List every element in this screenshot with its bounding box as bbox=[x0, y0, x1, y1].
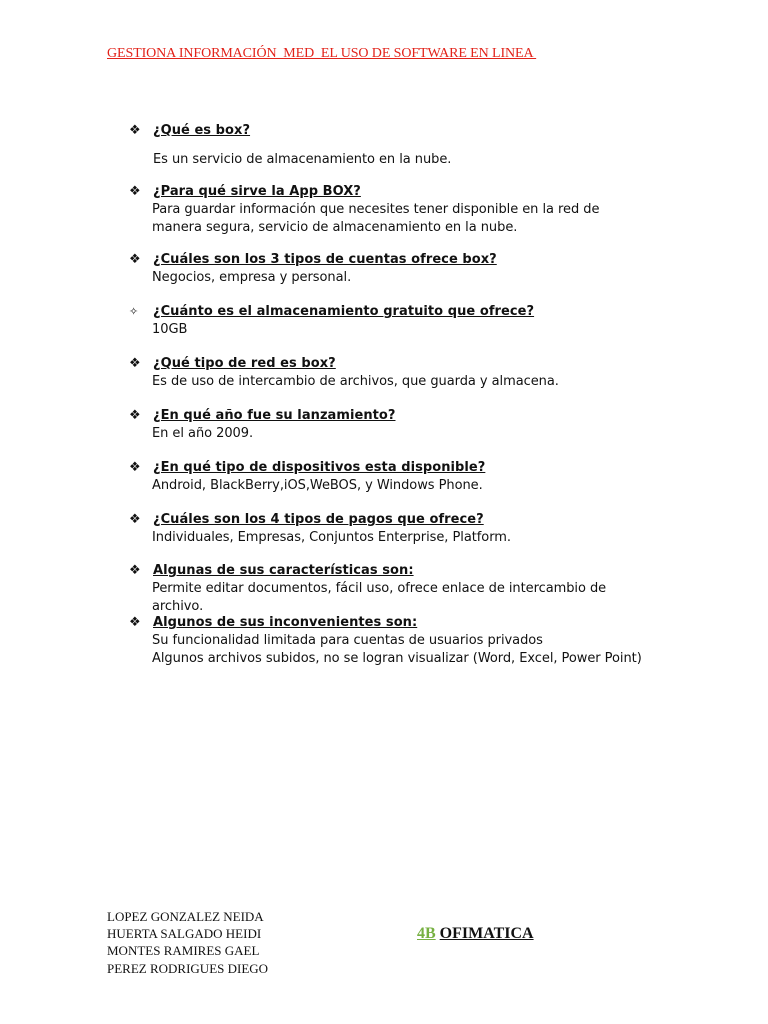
diamond-bullet-icon: ❖ bbox=[129, 408, 141, 423]
answer-4: 10GB bbox=[152, 322, 188, 337]
qa-item-8 bbox=[129, 510, 649, 547]
answer-5: Es de uso de intercambio de archivos, que guarda y almacena. bbox=[152, 374, 559, 389]
author-name: LOPEZ GONZALEZ NEIDA bbox=[107, 909, 264, 924]
diamond-bullet-icon: ❖ bbox=[129, 356, 141, 371]
diamond-bullet-icon: ❖ bbox=[129, 460, 141, 475]
hollow-diamond-bullet-icon: ✧ bbox=[129, 305, 139, 318]
qa-item-3 bbox=[129, 250, 649, 287]
diamond-bullet-icon: ❖ bbox=[129, 184, 141, 199]
group-subject: OFIMATICA bbox=[439, 925, 534, 942]
question-2: ¿Para qué sirve la App BOX? bbox=[153, 184, 361, 199]
answer-2: Para guardar información que necesites tener disponible en la red de manera segura, servicio de almacenamiento en la nube. bbox=[152, 202, 600, 235]
question-1: ¿Qué es box? bbox=[153, 123, 251, 138]
answer-1: Es un servicio de almacenamiento en la nube. bbox=[153, 152, 452, 167]
question-8: ¿Cuáles son los 4 tipos de pagos que ofrece? bbox=[153, 512, 484, 527]
qa-item-2 bbox=[129, 182, 649, 236]
diamond-bullet-icon: ❖ bbox=[129, 512, 141, 527]
qa-item-5 bbox=[129, 354, 649, 391]
author-name: HUERTA SALGADO HEIDI bbox=[107, 926, 262, 942]
question-6: ¿En qué año fue su lanzamiento? bbox=[153, 408, 396, 423]
qa-item-1 bbox=[129, 121, 649, 169]
qa-item-10 bbox=[129, 613, 649, 667]
answer-9: Permite editar documentos, fácil uso, ofrece enlace de intercambio de archivo. bbox=[152, 581, 607, 614]
diamond-bullet-icon: ❖ bbox=[129, 252, 141, 267]
qa-item-4 bbox=[129, 302, 649, 339]
answer-10: Su funcionalidad limitada para cuentas de usuarios privados Algunos archivos subidos, no se logran visualizar (Word, Excel, Power Point) bbox=[152, 633, 642, 666]
question-9: Algunas de sus características son: bbox=[153, 563, 414, 578]
question-4: ¿Cuánto es el almacenamiento gratuito que ofrece? bbox=[153, 304, 535, 319]
author-names bbox=[107, 908, 268, 977]
question-7: ¿En qué tipo de dispositivos esta disponible? bbox=[153, 460, 486, 475]
diamond-bullet-icon: ❖ bbox=[129, 563, 141, 578]
answer-6: En el año 2009. bbox=[152, 426, 254, 441]
diamond-bullet-icon: ❖ bbox=[129, 123, 141, 138]
group-number: 4B bbox=[417, 925, 436, 942]
qa-item-9 bbox=[129, 561, 649, 615]
author-name: PEREZ RODRIGUES DIEGO bbox=[107, 960, 269, 976]
qa-item-6 bbox=[129, 406, 649, 443]
diamond-bullet-icon: ❖ bbox=[129, 615, 141, 630]
document-title: GESTIONA INFORMACIÓN MED EL USO DE SOFTWARE EN LINEA bbox=[107, 46, 537, 61]
qa-item-7 bbox=[129, 458, 649, 495]
question-5: ¿Qué tipo de red es box? bbox=[153, 356, 336, 371]
answer-7: Android, BlackBerry,iOS,WeBOS, y Windows Phone. bbox=[152, 478, 483, 493]
group-label bbox=[417, 925, 534, 943]
answer-8: Individuales, Empresas, Conjuntos Enterprise, Platform. bbox=[152, 530, 511, 545]
answer-3: Negocios, empresa y personal. bbox=[152, 270, 352, 285]
question-3: ¿Cuáles son los 3 tipos de cuentas ofrece box? bbox=[153, 252, 497, 267]
author-name: MONTES RAMIRES GAEL bbox=[107, 943, 260, 959]
question-10: Algunos de sus inconvenientes son: bbox=[153, 615, 418, 630]
